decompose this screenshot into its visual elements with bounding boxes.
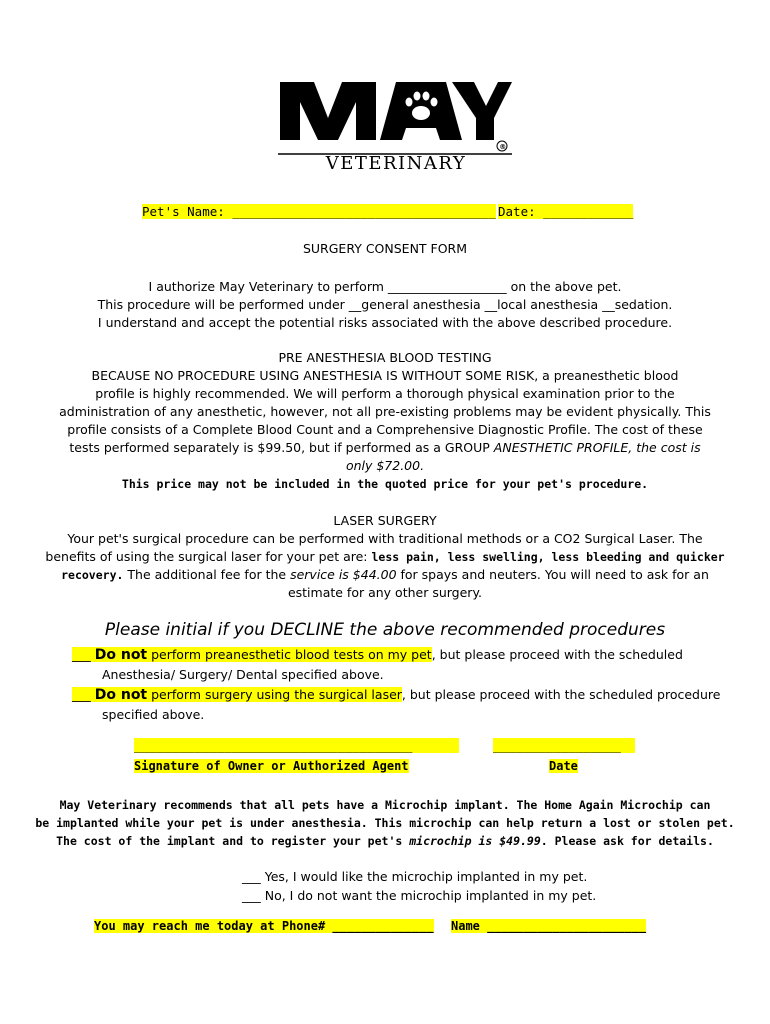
date-blank[interactable]: ____________ [543,204,634,219]
phone-blank[interactable]: ______________ [332,919,434,933]
phone-field[interactable]: You may reach me today at Phone# ______________ [94,919,434,933]
authorize-line-3: I understand and accept the potential risks associated with the above described procedure. [97,315,673,330]
laser-line-1: Your pet's surgical procedure can be performed with traditional methods or a CO2 Surgical Laser. The [67,531,703,546]
svg-text:VETERINARY: VETERINARY [325,153,467,172]
blood-testing-section [0,349,770,493]
laser-line-4: estimate for any other surgery. [287,585,483,600]
pet-name-blank[interactable]: ___________________________________ [232,204,496,219]
name-field[interactable]: Name ______________________ [451,919,647,933]
logo-graphic [276,80,516,172]
laser-surgery-section [0,512,770,602]
microchip-options [242,867,596,905]
laser-title: LASER SURGERY [333,513,437,528]
signature-date-label: Date [549,759,578,773]
form-title: SURGERY CONSENT FORM [302,241,468,256]
authorize-line-2: This procedure will be performed under __general anesthesia __local anesthesia __sedation. [97,297,673,312]
microchip-line-3: The cost of the implant and to register your pet's microchip is $49.99. Please ask for details. [56,834,714,848]
svg-text:®: ® [499,143,507,151]
blood-line-1: BECAUSE NO PROCEDURE USING ANESTHESIA IS WITHOUT SOME RISK, a preanesthetic blood [91,368,679,383]
pet-name-field[interactable]: Pet's Name: ___________________________________ [142,204,496,219]
signature-date-line[interactable]: _________________ [493,738,635,753]
blood-note: This price may not be included in the quoted price for your pet's procedure. [121,477,649,491]
date-field[interactable]: Date: ____________ [498,204,634,219]
name-blank[interactable]: ______________________ [487,919,647,933]
blood-line-5: tests performed separately is $99.50, but if performed as a GROUP ANESTHETIC PROFILE, the cost is [69,440,701,455]
authorize-line-1: I authorize May Veterinary to perform ___________________ on the above pet. [148,279,622,294]
blood-title: PRE ANESTHESIA BLOOD TESTING [278,350,492,365]
signature-label: Signature of Owner or Authorized Agent [134,759,409,773]
decline-heading: Please initial if you DECLINE the above recommended procedures [104,620,666,640]
blood-line-6: only $72.00. [345,458,425,473]
owner-signature-line[interactable]: _____________________________________ [134,738,459,753]
microchip-yes-option[interactable]: ___ Yes, I would like the microchip implanted in my pet. [242,869,588,884]
laser-line-3: recovery. The additional fee for the service is $44.00 for spays and neuters. You will need to ask for an [61,567,709,582]
blood-line-2: profile is highly recommended. We will perform a thorough physical examination prior to the [95,386,675,401]
microchip-no-option[interactable]: ___ No, I do not want the microchip implanted in my pet. [242,888,597,903]
decline-option-blood[interactable]: ___ Do not perform preanesthetic blood tests on my pet, but please proceed with the scheduled Anesthesia/ Surgery/ Dental specified above. [72,647,683,682]
laser-line-2: benefits of using the surgical laser for your pet are: less pain, less swelling, less bleeding and quicker [45,549,725,564]
microchip-line-1: May Veterinary recommends that all pets have a Microchip implant. The Home Again Microchip can [59,798,711,812]
may-veterinary-logo [276,80,516,172]
decline-option-laser[interactable]: ___ Do not perform surgery using the surgical laser, but please proceed with the scheduled procedure specified above. [72,687,721,722]
blood-line-3: administration of any anesthetic, however, not all pre-existing problems may be evident physically. This [59,404,711,419]
microchip-section [0,796,770,850]
authorization-section [0,278,770,332]
microchip-line-2: be implanted while your pet is under anesthesia. This microchip can help return a lost or stolen pet. [35,816,735,830]
blood-line-4: profile consists of a Complete Blood Count and a Comprehensive Diagnostic Profile. The cost of these [67,422,703,437]
